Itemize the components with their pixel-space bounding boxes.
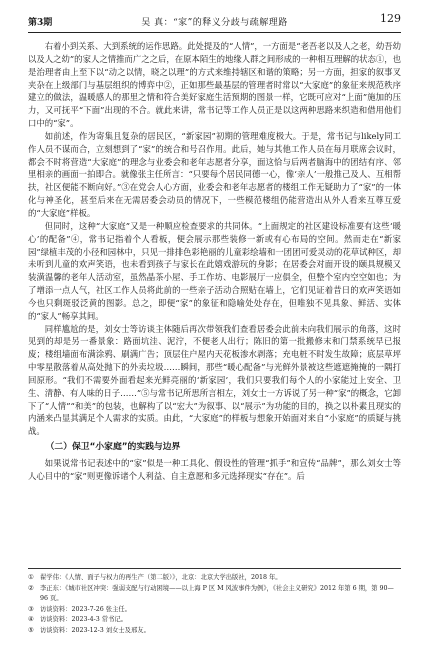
section-subheading: （二）保卫“小家庭”的实践与边界 xyxy=(45,442,181,453)
paragraph: 如果说常书记表述中的“家”似是一种工具化、假设性的管理“抓手”和宣传“品牌”，那么刘女士等人心目中的“家”则更像诉诸个人利益、自主意愿和多元选择现实“存在”。后 xyxy=(28,458,401,481)
footnote-mark: ③ xyxy=(28,605,34,613)
footnote xyxy=(28,615,401,626)
paragraph: 同样尴尬的是，刘女士等访谈主体随后再次带领我们查看居委会此前未向我们展示的角落，这时见到的却是另一番景象：路面坑洼、泥泞，不便老人出行；陈旧的第一批搬修末和门禁系统早已报废；楼组墙面布满涂鸦、刷满广告；顶层住户屋内天花板渗水剥落；充电桩不时发生故障；底层草坪中零星散落着从高处抛下的外卖垃圾……瞬间，那些“暖心配备”与光鲜外景被这些遮遮掩掩的一隅打回原形。“我们不需要外面看起来光鲜亮丽的‘新家园’，我们只要我们每个人的小家能过上安全、卫生、清静、有人味的日子……”⑤与常书记所思所言相左，刘女士一方诉说了另一种“家”的概念，它卸下了“人情”“和美”的包装，也解构了以“宏大”为叙事、以“展示”为功能的目的，换之以朴素且现实的内涵来凸显其满足个人需求的实质。由此，“大家庭”的样板与想象开始面对来自“小家庭”的质疑与挑战。 xyxy=(28,323,401,437)
footnote-text: 翟学伟：《人情、面子与权力的再生产（第二版）》，北京：北京大学出版社，2018 年。 xyxy=(40,574,282,581)
article-body xyxy=(28,40,401,483)
footnote-mark: ④ xyxy=(28,616,34,623)
footnote-text: 访谈资料：2023-4-3 常书记。 xyxy=(40,616,127,623)
footnote xyxy=(28,626,401,637)
paragraph: 但同时，这种“大家庭”又是一种顺应检查要求的共同体。“上面规定的社区建设标准要有这些‘暖心’的配备”④，常书记指着个人看板，便会展示那些装修一新或有心布局的空间。然而走在“新家园”绿植丰茂的小径和园林中，只见一排排色彩艳丽的儿童彩绘墙和一团团可爱灵动的花草试种区，却未听到儿童的欢声笑语，也未看到孩子与家长在此嬉戏游玩的身影；在居委会对面开设的颐具规模又装潢温馨的老年人活动室，虽然晶茶小屋、手工作坊、电影展厅一应俱全，但整个室内空空如也；为了增添一点人气，社区工作人员将此前的一些亲子活动合照贴在墙上，它们见证着昔日的欢声笑语如今也只剩斑驳泛黄的图影。总之，即便“家”的象征和隐喻处处存在，但唯独不见具象、鲜活、实体的“家人”畅享其间。 xyxy=(28,220,401,321)
footnote-mark: ② xyxy=(28,584,34,592)
footnote xyxy=(28,584,401,605)
issue-label: 第3期 xyxy=(28,18,53,28)
paragraph: 右着小到关系、大到系统的运作思路。此处提及的“人情”，一方面是“老吾老以及人之老，幼吾幼以及人之幼”的家人之情推而广之之后，在原本陌生的地缘人群之间形成的一种相互理解的状态①，也是治理者由上至下以“动之以情，晓之以理”的方式来维持辖区和谐的策略；另一方面，担家的叙事叉夹杂在上级部门与基层组织的博弈中②，正如那些最基层的管理者时常以“大家庭”的象征来规范秩序建立的做法，温暖感人的那里之情和符合美好家庭生活预期的图景一样，它既可应对“上面”施加的压力，又可抚平“下面”出现的不合。就此来讲，常书记等工作人员正是以这两种思路来织造和借用他们口中的“家”。 xyxy=(28,41,402,129)
footnote-text: 访谈资料：2023-12-3 刘女士及邢友。 xyxy=(40,626,150,634)
footnote-text: 李正东：《城市社区冲突：强弱支配与行动困境——以上海 P 区 M 风波事件为例》，《社会主义研究》2012 年第 6 期，第 90—96 页。 xyxy=(40,584,394,602)
running-header xyxy=(28,12,401,33)
footnotes xyxy=(28,568,401,636)
paragraph: 如前述，作为寄集且复杂的居民区，“新家园”初期的管理难度极大。于是，常书记与likely同工作人员不谋而合，立刻想到了“家”的统合和号召作用。此后，她与其他工作人员在每月联席会议时，都会不时将营造“大家庭”的理念与业委会和老年志愿者分享，面这恰与后两者脑海中的团结有序、邻里相亲的画面一拍即合。就像张主任所言：“只要每个居民同德一心，像‘亲人’一般推己及人、互相帮扶，社区便能不断向好。”③在党会人心方面，业委会和老年志愿者的楼组工作无疑助力了“家”的一体化与神圣化，甚至后来在无需居委会动员的情况下，一些模范楼组仍能营造出从外人看来互尊互爱的“大家庭”样板。 xyxy=(28,130,401,218)
page-number: 129 xyxy=(380,12,401,25)
footnote xyxy=(28,605,401,616)
footnote-mark: ① xyxy=(28,574,34,581)
footnote-text: 访谈资料：2023-7-26 张主任。 xyxy=(40,605,131,613)
running-title: 吴 真：“家”的释义分歧与疏解理路 xyxy=(141,18,288,28)
footnote xyxy=(28,573,401,584)
footnote-mark: ⑤ xyxy=(28,626,34,634)
